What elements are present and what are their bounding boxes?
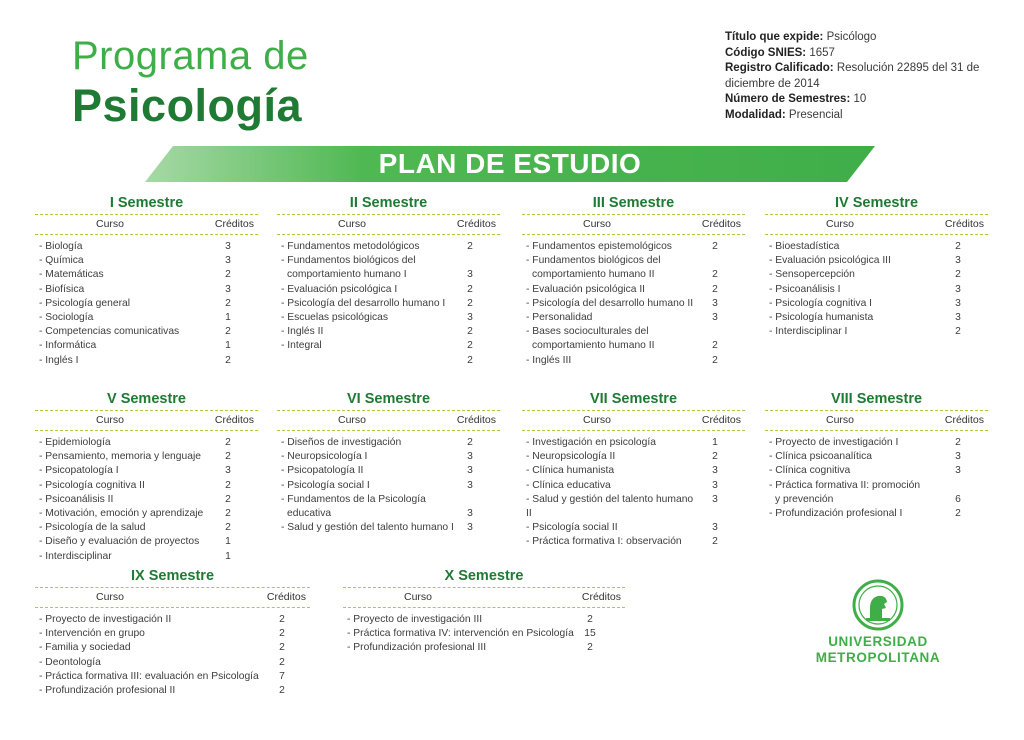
header-curso: Curso [825,414,854,426]
course-credits: 2 [279,614,285,625]
course-credits: 3 [467,451,473,463]
course-credits: 3 [955,255,961,267]
course-name: - Investigación en psicología [526,437,656,448]
course-credits: 3 [225,241,231,252]
course-credits: 2 [225,354,231,366]
table-header [277,215,500,234]
table-row [277,521,500,535]
course-credits: 2 [225,269,231,281]
course-credits: 2 [955,508,961,520]
table-row [35,670,310,684]
table-row [277,436,500,450]
course-credits: 2 [467,354,473,366]
info-snies: Código SNIES: 1657 [725,46,835,59]
course-name: - Psicología del desarrollo humano I [281,297,446,309]
course-name: - Evaluación psicológica II [526,283,646,295]
course-credits: 3 [955,312,961,324]
semester-title: II Semestre [349,195,428,211]
course-credits: 2 [225,326,231,338]
course-credits: 2 [225,493,231,505]
semester-9 [35,568,310,698]
semester-title: I Semestre [109,195,184,211]
course-name: - Competencias comunicativas [39,326,180,338]
semester-title: V Semestre [107,391,186,407]
header-creditos: Créditos [701,414,741,426]
table-row [35,464,258,478]
course-credits: 1 [225,340,231,352]
table-row [35,268,258,282]
university-seal-icon [808,578,948,634]
course-name: - Integral [281,340,322,352]
semester-title: III Semestre [592,195,675,211]
table-row [765,297,988,311]
course-credits: 2 [955,437,961,448]
info-titulo: Título que expide: Psicólogo [725,31,877,43]
course-name: - Psicopatología I [39,465,119,477]
logo-line-1: UNIVERSIDAD [828,634,928,649]
course-credits: 2 [467,437,473,448]
table-header [765,215,988,234]
table-row [522,464,745,478]
table-header [765,411,988,430]
course-name: - Inglés II [281,326,324,338]
course-name: - Fundamentos biológicos del [281,255,416,267]
course-name: - Práctica formativa II: promoción [769,479,921,491]
course-credits: 1 [712,437,718,448]
semester-5 [35,391,258,564]
header-curso: Curso [95,591,124,603]
course-credits: 2 [467,283,473,295]
table-row [35,684,310,698]
table-row [522,339,745,353]
course-list [35,431,258,564]
course-name: - Salud y gestión del talento humano I [281,522,454,534]
table-row [35,493,258,507]
semester-title: X Semestre [444,568,524,584]
course-credits: 3 [955,465,961,477]
course-name: - Psicología de la salud [39,522,146,534]
semester-8 [765,391,988,521]
table-row [765,493,988,507]
course-credits: 2 [225,297,231,309]
table-header [35,411,258,430]
course-name: - Psicoanálisis I [769,283,841,295]
info-registro: Registro Calificado: Resolución 22895 del 31 de diciembre de 2014 [725,62,980,90]
course-name: - Clínica cognitiva [769,465,851,477]
course-credits: 2 [467,297,473,309]
course-name: - Proyecto de investigación III [347,614,483,625]
course-credits [455,254,485,268]
course-credits: 2 [955,326,961,338]
course-credits: 2 [712,241,718,252]
course-credits: 2 [712,283,718,295]
course-credits: 1 [225,536,231,548]
table-row [35,436,258,450]
header-curso: Curso [95,218,124,230]
header-creditos: Créditos [266,591,306,603]
header-curso: Curso [582,218,611,230]
course-credits: 2 [587,642,593,654]
table-row [35,450,258,464]
header-creditos: Créditos [214,414,254,426]
table-row [35,550,258,564]
course-name: - Inglés I [39,354,79,366]
table-row [522,479,745,493]
course-credits: 3 [467,269,473,281]
course-list [277,235,500,368]
course-name: - Intervención en grupo [39,628,145,640]
course-name: - Bases socioculturales del [526,326,649,338]
course-name: - Familia y sociedad [39,642,131,654]
course-name: - Informática [39,340,97,352]
course-credits: 2 [955,241,961,252]
course-credits: 3 [467,465,473,477]
course-credits: 2 [587,614,593,625]
table-row [35,325,258,339]
course-credits: 3 [955,297,961,309]
course-credits: 2 [225,479,231,491]
course-credits: 2 [955,269,961,281]
table-row [522,283,745,297]
program-info [725,30,993,123]
course-credits: 3 [712,493,718,505]
table-row [277,283,500,297]
course-list [765,235,988,339]
course-credits [455,493,485,507]
table-row [765,283,988,297]
course-credits: 15 [584,628,596,640]
table-row [765,464,988,478]
banner-title: PLAN DE ESTUDIO [378,148,642,179]
course-name: - Psicología cognitiva II [39,479,145,491]
semester-4 [765,195,988,339]
course-credits: 2 [279,656,285,668]
course-name: - Profundización profesional II [39,685,176,697]
course-name: - Neuropsicología I [281,451,368,463]
course-credits: 2 [467,241,473,252]
table-header [343,588,625,607]
table-row [277,493,500,507]
course-name: - Práctica formativa IV: intervención en Psicología [347,628,574,640]
table-row [765,254,988,268]
title-line-1: Programa de [72,34,309,78]
course-name: - Psicología del desarrollo humano II [526,297,694,309]
course-name: - Neuropsicología II [526,451,616,463]
logo-line-2: METROPOLITANA [815,650,941,665]
course-credits: 6 [955,493,961,505]
course-credits: 2 [712,354,718,366]
table-row [35,240,258,254]
course-list [343,608,625,656]
semester-3 [522,195,745,368]
header-curso: Curso [337,218,366,230]
course-name: - Deontología [39,656,101,668]
course-name: - Psicología cognitiva I [769,297,873,309]
table-row [35,521,258,535]
header-curso: Curso [582,414,611,426]
course-name: - Escuelas psicológicas [281,312,389,324]
table-header [277,411,500,430]
header-curso: Curso [825,218,854,230]
semester-title: IV Semestre [834,195,919,211]
table-row [277,450,500,464]
table-row [277,464,500,478]
course-credits: 7 [279,670,285,682]
table-row [522,311,745,325]
course-list [522,431,745,550]
course-credits: 2 [712,536,718,548]
semester-7 [522,391,745,550]
plan-banner [145,146,875,182]
table-row [522,354,745,368]
table-row [343,627,625,641]
semester-title: VI Semestre [346,391,431,407]
course-name: - Motivación, emoción y aprendizaje [39,508,204,520]
course-name: - Personalidad [526,312,593,324]
course-name: - Interdisciplinar [39,550,112,562]
table-row [35,311,258,325]
course-name: - Psicología social I [281,479,370,491]
course-name: - Clínica humanista [526,465,615,477]
table-row [522,450,745,464]
table-row [522,521,745,535]
course-list [277,431,500,535]
course-name: - Química [39,255,84,267]
semester-6 [277,391,500,535]
table-header [522,215,745,234]
table-row [35,656,310,670]
header-creditos: Créditos [701,218,741,230]
course-credits: 2 [712,451,718,463]
course-name: - Sociología [39,312,94,324]
course-credits: 3 [225,255,231,267]
course-name: - Profundización profesional III [347,642,487,654]
course-credits: 3 [955,451,961,463]
table-row [277,507,500,521]
course-name: - Biofísica [39,283,85,295]
course-credits: 3 [467,479,473,491]
table-row [765,240,988,254]
course-name: - Psicología general [39,297,131,309]
course-credits: 2 [225,437,231,448]
course-name: - Interdisciplinar I [769,326,848,338]
course-credits: 3 [467,522,473,534]
course-name: - Proyecto de investigación I [769,437,899,448]
course-name: comportamiento humano II [532,340,655,352]
semester-2 [277,195,500,368]
table-row [277,479,500,493]
course-list [35,235,258,368]
table-row [35,627,310,641]
course-name: - Inglés III [526,354,572,366]
table-row [765,507,988,521]
course-credits: 3 [712,465,718,477]
course-name: - Epidemiología [39,437,111,448]
course-credits: 1 [225,312,231,324]
course-name: - Psicología humanista [769,312,874,324]
course-name: - Diseño y evaluación de proyectos [39,536,200,548]
table-row [35,507,258,521]
course-name: - Evaluación psicológica III [769,255,891,267]
table-row [765,479,988,493]
info-modalidad: Modalidad: Presencial [725,108,843,121]
course-credits: 2 [225,451,231,463]
course-name: - Fundamentos epistemológicos [526,241,672,252]
course-list [522,235,745,368]
table-row [765,311,988,325]
semester-1 [35,195,258,368]
header-creditos: Créditos [456,414,496,426]
table-row [522,493,745,521]
table-row [35,283,258,297]
course-name: comportamiento humano II [532,269,655,281]
semester-title: VII Semestre [589,391,678,407]
course-name: - Proyecto de investigación II [39,614,172,625]
course-name: - Pensamiento, memoria y lenguaje [39,451,201,463]
course-credits: 2 [225,522,231,534]
course-name: comportamiento humano I [287,269,407,281]
table-row [522,436,745,450]
course-credits: 3 [712,297,718,309]
course-name: - Matemáticas [39,269,104,281]
course-credits: 3 [712,522,718,534]
table-row [765,450,988,464]
table-row [277,311,500,325]
course-name [277,354,455,368]
course-name: - Diseños de investigación [281,437,402,448]
course-credits: 1 [225,550,231,562]
course-credits: 3 [712,479,718,491]
table-row [35,354,258,368]
course-credits [700,325,730,339]
table-row [765,436,988,450]
table-row [277,268,500,282]
header-creditos: Créditos [581,591,621,603]
course-name: - Fundamentos metodológicos [281,241,420,252]
course-name: y prevención [775,493,834,505]
table-row [277,325,500,339]
course-credits [943,479,973,493]
course-name: - Sensopercepción [769,269,855,281]
table-row [35,613,310,627]
course-credits: 3 [467,508,473,520]
table-header [35,215,258,234]
info-semestres: Número de Semestres: 10 [725,93,867,105]
course-credits: 3 [712,312,718,324]
table-row [35,254,258,268]
table-row [277,240,500,254]
semester-10 [343,568,625,656]
table-row [277,254,500,268]
header-creditos: Créditos [456,218,496,230]
course-name: - Psicopatología II [281,465,364,477]
table-row [277,354,500,368]
course-credits: 2 [279,642,285,654]
course-credits: 2 [712,340,718,352]
table-row [522,240,745,254]
table-row [35,535,258,549]
table-row [343,613,625,627]
table-row [35,297,258,311]
course-name: - Clínica educativa [526,479,611,491]
table-row [522,254,745,268]
course-name: - Clínica psicoanalítica [769,451,873,463]
course-name: - Fundamentos de la Psicología [281,493,426,505]
course-list [35,608,310,698]
course-name: educativa [287,508,332,520]
course-name: - Psicología social II [526,522,618,534]
course-name: - Bioestadística [769,241,840,252]
table-row [277,297,500,311]
table-row [343,641,625,655]
header-curso: Curso [403,591,432,603]
course-name: - Biología [39,241,83,252]
table-row [765,325,988,339]
course-name: - Práctica formativa III: evaluación en Psicología [39,670,259,682]
header-curso: Curso [337,414,366,426]
course-name: - Profundización profesional I [769,508,903,520]
course-credits: 3 [225,283,231,295]
semester-title: IX Semestre [130,568,215,584]
title-line-2: Psicología [72,80,303,131]
table-row [522,325,745,339]
table-row [522,268,745,282]
course-name: - Práctica formativa I: observación [526,536,682,548]
course-credits: 2 [225,508,231,520]
course-credits: 2 [467,326,473,338]
course-credits: 2 [279,628,285,640]
course-name: - Psicoanálisis II [39,493,114,505]
header-creditos: Créditos [944,414,984,426]
course-credits: 2 [467,340,473,352]
course-credits [700,254,730,268]
course-credits: 2 [279,685,285,697]
header-creditos: Créditos [214,218,254,230]
course-name: - Evaluación psicológica I [281,283,398,295]
table-row [277,339,500,353]
header-creditos: Créditos [944,218,984,230]
table-row [35,339,258,353]
table-header [522,411,745,430]
course-credits: 3 [955,283,961,295]
course-credits: 2 [712,269,718,281]
table-row [522,297,745,311]
university-logo [808,578,948,668]
course-list [765,431,988,521]
table-row [522,535,745,549]
course-name: - Fundamentos biológicos del [526,255,661,267]
course-credits: 3 [467,312,473,324]
course-name: - Salud y gestión del talento humano II [526,493,694,520]
semester-title: VIII Semestre [830,391,923,407]
table-row [765,268,988,282]
table-row [35,641,310,655]
header-curso: Curso [95,414,124,426]
table-row [35,479,258,493]
table-header [35,588,310,607]
course-credits: 3 [225,465,231,477]
